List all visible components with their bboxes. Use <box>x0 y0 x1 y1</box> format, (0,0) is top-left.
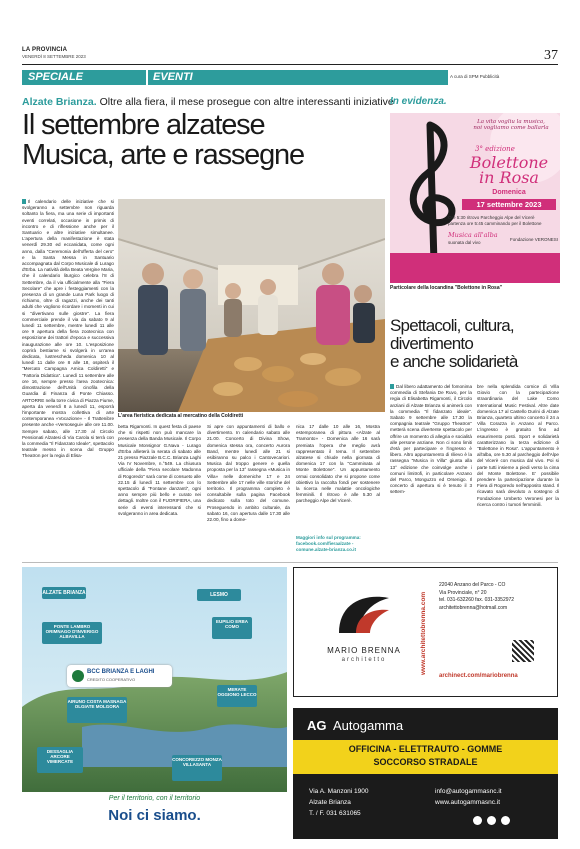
headline-line-2: Musica, arte e rassegne <box>22 139 304 171</box>
poster-footer-band <box>390 253 560 283</box>
poster-route-line-1: Ore 5:30 ritrovo Parcheggio Alpe del Vicerè <box>448 215 535 220</box>
instagram-icon[interactable] <box>501 816 510 825</box>
headline-line-1: Il settembre alzatese <box>22 109 265 141</box>
evidenza-headline-line-1: Spettacoli, cultura, <box>390 316 514 335</box>
paragraph-marker <box>22 199 26 204</box>
autogamma-city: Alzate Brianza <box>309 799 351 806</box>
poster-quote <box>465 119 557 131</box>
ads-separator <box>22 562 558 563</box>
area-label-4: AIRUNO COSTA MASNAGA OLGIATE MOLGORA <box>67 697 127 723</box>
autogamma-name: Autogamma <box>333 718 404 733</box>
poster-edition: 3° edizione <box>475 145 515 153</box>
poster-route-line-2: partenza ore 5:45 camminando per il Bolettone <box>448 221 542 226</box>
bcc-logo-icon <box>72 670 84 682</box>
kicker-place: Alzate Brianza. <box>22 96 97 108</box>
article-column-2: betta Rigamonti. In quest festa di paese che si rispetti non può mancare la presenza della Banda Musicale. Il Corpo Musicale Monsignor G.Nava - Lurago d'Erba allieterà la serata di sabato alle 21 presso Piazzale B.C.C. Brianza Laghi Via IV Novembre, n.°549. La chiusura ufficiale della "Fiera secolare Madonna di Rogoredo" sarà come di consueto alle 22.15 di lunedì 11 settembre con lo spettacolo di "Fontane danzanti", ogni anno sempre più bello e curato nei dettagli. Inoltre con il FUORIFIERA, una serie di eventi interessanti che si svolgeranno in area dedicata. <box>118 424 201 516</box>
evidenza-column-2: bre nella splendida cornice di Villa Giovio con la partecipazione straordinaria del Lake Como International Music Festival. Altre date domenica 17 al Castello Durini di Alzate Brianza, quarteto ultimo concerto il 24 a Villa Corazza in Anzano al Parco. L'ingresso è gratuito fino ad esaurimento posti. Sport e solidarietà caratterizzano la terza edizione di "Bolettone in Rosa". L'appuntamento è all'alba, ore 5.30 al parcheggio dell'Alpe del Vicerè con musica dal vivo. Poi si parte tutti insieme a piedi verso la cima del Monte Bolettone. E' possibile prendere la partecipazione durante la Fiera di Rogoredo nell'apposito stand. Il ricavato sarà devoluto a sostegno di Fondazione Umberto Veronesi per la ricerca contro i tumori femminili. <box>477 384 559 507</box>
autogamma-services-1: OFFICINA - ELETTRAUTO - GOMME <box>348 744 503 754</box>
evidenza-column-1: Dal libero adattamento del fomonima commedia di Stefania De Ruvo, per la regia di Elisabetta Rigamonti, il Circolo anziani di Alzate Brianza si animerà con la commedia "Il fidanzato ideale". Sabato 9 settembre alle 17.30 la compagnia teatrale "Gruppo Theatron" metterà scena divertente spettacolo per offrire un momento di allegria e socialità alle persone anziane. Non ci sono limiti d'età per partecipare e l'ingresso è libero. Altro appuntamento di rilievo è la rassegna "Musica in Villa" giunta alla 13° edizione che coinvolge anche i comuni limitrofi, in particolare Anzano del Parco, Monguzzo ed Orsenigo. Il concerto di apertura si è tenuto il 3 settem- <box>390 384 472 495</box>
poster-music: Musica all'alba <box>448 231 498 239</box>
bcc-logo-box <box>67 665 172 687</box>
article-kicker <box>22 96 394 108</box>
newspaper-name: LA PROVINCIA <box>22 47 68 53</box>
masthead-rule <box>22 64 558 65</box>
poster-org: Fondazione VERONESI <box>509 237 558 242</box>
article-column-3: Si apre con appuntamenti di ballo e divertimento. In calendario sabato alle 21.00. Concerto di Divina Show, domenica stessa ora, concerto Aurora Band, mentre lunedì alle 21 si esibiranno su palco i Cantovecariori. Musica dal troppo genere e quella proposta per la 13° rassegna «Musica in Villa» nelle domeniche 17 e 24 Settembre alle 17 nelle ville storiche del territorio. Il programma completo è consultabile sulla pagina Facebook dedicato sulla toto del comune. Proseguendo in ambito culturale, da sabato 16, con apertura dalle 17.30 alle 22.00, fino a dome- <box>207 424 290 523</box>
section-credit: A cura di SPM Pubblicità <box>450 74 500 79</box>
article-headline <box>22 110 382 170</box>
qr-code-icon[interactable] <box>512 640 534 662</box>
autogamma-address-block <box>309 786 369 819</box>
area-label-0: ALZATE BRIANZA <box>42 587 86 599</box>
brenna-advertisement[interactable] <box>293 567 558 697</box>
brenna-logo-icon <box>334 588 394 638</box>
market-tent-photo <box>118 199 385 412</box>
program-info-link[interactable]: Maggiori info sul programma: facebook.com/fieraalzate - comune.alzate-brianza.co.it <box>296 535 361 552</box>
facebook-icon[interactable] <box>487 816 496 825</box>
autogamma-advertisement[interactable] <box>293 708 558 839</box>
area-label-6: DESSAGLIA ARCORE VIMERCATE <box>37 747 83 773</box>
bcc-bank-name: BCC BRIANZA E LAGHI <box>87 669 155 675</box>
bcc-slogan: Noi ci siamo. <box>108 807 201 824</box>
brenna-phone: tel. 031-632260 fax. 031-3352972 <box>439 597 515 603</box>
page-number: 37 <box>544 48 558 63</box>
photo-caption: L'area fieristica dedicata al mercatino della Coldiretti <box>118 413 244 419</box>
kicker-text: Oltre alla fiera, il mese prosegue con altre interessanti iniziative <box>96 96 394 108</box>
brenna-address-line-1: 22040 Anzano del Parco - CO <box>439 582 506 588</box>
evidenza-headline-line-3: e anche solidarietà <box>390 352 518 371</box>
autogamma-services-band <box>293 740 558 774</box>
autogamma-phone: T. / F. 031 631065 <box>309 810 361 817</box>
article-column-1: Il calendario delle iniziative che si svolgeranno a settembre non riguarda soltanto la fiera, ma una serie di importanti eventi correlati, occasione in primis di incontro e di riflessione anche per il Santuario e altre iniziative simultanee. L'apertura della manifestazione è stata venerdì 29.30 ed eccanidata, come ogni anno, dalla "Ceremonia dell'offerta del cero" e la Santa Messa in Santuario accompagnata dal Corpo Musicale di Lurago d'Erba. La natività della Beata Vergine Maria, che il calendario liturgico celebra l'8 di Settembre, da il via ufficialmente alla "Fiera Secolare" che apre i festeggiamenti con la presenza di un grande Luna Park luogo di richiamo, oltre di ragazzi, anche dei tanti adulti che vogliono ricordare i momenti in cui si "divertivano sulle giostre". La fiera commerciale prende il via da sabato 9 al lunedì 11 settembre, mentre lunedì 11 alle ore 9 apertura della fiera zootecnica con esposizione dei trattori d'epoca e successiva inaugurazione alle ore 10. L'esposizione coprirà bestiame si svolgerà in un'area dedicata, lustrescheda domenica 10 al lunedì 11 dalle ore 8 alle 18, ospiterà il "Mercato Campagna Amica Coldiretti" e "Fattoria Didattica". Lunedì 11 settembre alle ore 16, sempre presso l'area zootecnica: dimostrazione dell'Unità cinofila della Guardia di Finanza di Ponte Chiasso. ARTORRE nella torre civica di Piazza Fiume, aperta da venerdì 8 a lunedì 11, esporrà l'importante mostra collettiva di arte contemporanea «Vocazione» - Il Trattenibre presente anche «Versosegui» alle ore 11.00. Sempre sabato, alle 17.30 al Circolo Pensionati Alzatesi di Via Carola si terrà con la commedia "Il Fidanzato Ideale", spettacolo teatrale messo in scena dal Gruppo Theatron per la regia di Elisa- <box>22 199 114 459</box>
poster-music-sub: suonata dal vivo <box>448 240 481 245</box>
bolettone-poster <box>390 113 560 283</box>
brenna-vertical-url: www.architettobrenna.com <box>420 591 427 675</box>
brenna-address-line-2: Via Provinciale, n° 20 <box>439 589 487 596</box>
brenna-contacts <box>439 582 514 612</box>
poster-day: Domenica <box>492 189 526 196</box>
bcc-advertisement[interactable] <box>22 567 287 839</box>
poster-caption: Particolare della locandina "Bolettone in Rosa" <box>390 285 502 291</box>
fair-photo <box>118 199 385 412</box>
autogamma-website[interactable]: www.autogammasnc.it <box>435 799 501 806</box>
evidenza-headline <box>390 317 560 371</box>
autogamma-address: Via A. Manzoni 1900 <box>309 788 369 795</box>
area-label-2: PONTE LAMBRO ORIMNAGO D'INVERIGO ALBAVILLA <box>42 622 102 644</box>
issue-date: VENERDÌ 8 SETTEMBRE 2023 <box>22 54 86 59</box>
area-label-3: EUPILIO ERBA COMO <box>212 617 252 639</box>
area-label-1: LESMO <box>197 589 241 601</box>
poster-quote-line-2: noi vogliamo come ballarla <box>473 125 549 131</box>
poster-route <box>448 215 558 227</box>
autogamma-email[interactable]: info@autogammasnc.it <box>435 788 502 795</box>
poster-title-line-2: in Rosa <box>479 168 539 187</box>
section-label: SPECIALE <box>22 70 146 85</box>
autogamma-logo: AG <box>307 718 327 733</box>
area-label-7: CONCOREZZO MONZA VILLASANTA <box>172 755 222 781</box>
poster-title-line-1: Bolettone <box>469 153 549 172</box>
whatsapp-icon[interactable] <box>473 816 482 825</box>
evidenza-headline-line-2: divertimento <box>390 334 473 353</box>
section-sublabel: EVENTI <box>148 70 448 85</box>
bcc-tagline: Per il territorio, con il territorio <box>108 795 201 802</box>
evidenza-label: In evidenza. <box>390 96 447 107</box>
autogamma-services-2: SOCCORSO STRADALE <box>373 757 478 767</box>
autogamma-web-block <box>435 786 502 808</box>
poster-title <box>460 155 558 185</box>
bcc-bank-sub: CREDITO COOPERATIVO <box>87 677 136 682</box>
poster-quote-line-1: La vita vogliu la musica, <box>477 119 545 125</box>
brenna-profession: architetto <box>341 657 387 663</box>
poster-date: 17 settembre 2023 <box>462 199 556 210</box>
article-column-4: nica 17 dalle 10 alle 16, Mostra estemporanea di pittura «Alzate al Tramonto» - Domenica alle 16 sarà premiata l'opera che meglio avrà rappresentato il tema. Il settembre alzatese si chiude nella giornata di domenica 17 con la "Camminata al Monte Bolettone". Un appuntamento ormai consolidato che si propone come obiettivo la raccolta fondi per sostenere la ricerca nelle malattie oncologiche femminili. Il ritrovo è alle 5.30 al parcheggio Alpe del Vicerè. <box>296 424 380 504</box>
evidenza-paragraph-marker <box>390 384 394 389</box>
brenna-name: MARIO BRENNA <box>327 646 401 655</box>
brenna-email[interactable]: architettobrenna@hotmail.com <box>439 604 508 611</box>
area-label-5: MERATE OGGIONO LECCO <box>217 685 257 707</box>
brenna-link[interactable]: archinect.com/mariobrenna <box>439 673 518 679</box>
